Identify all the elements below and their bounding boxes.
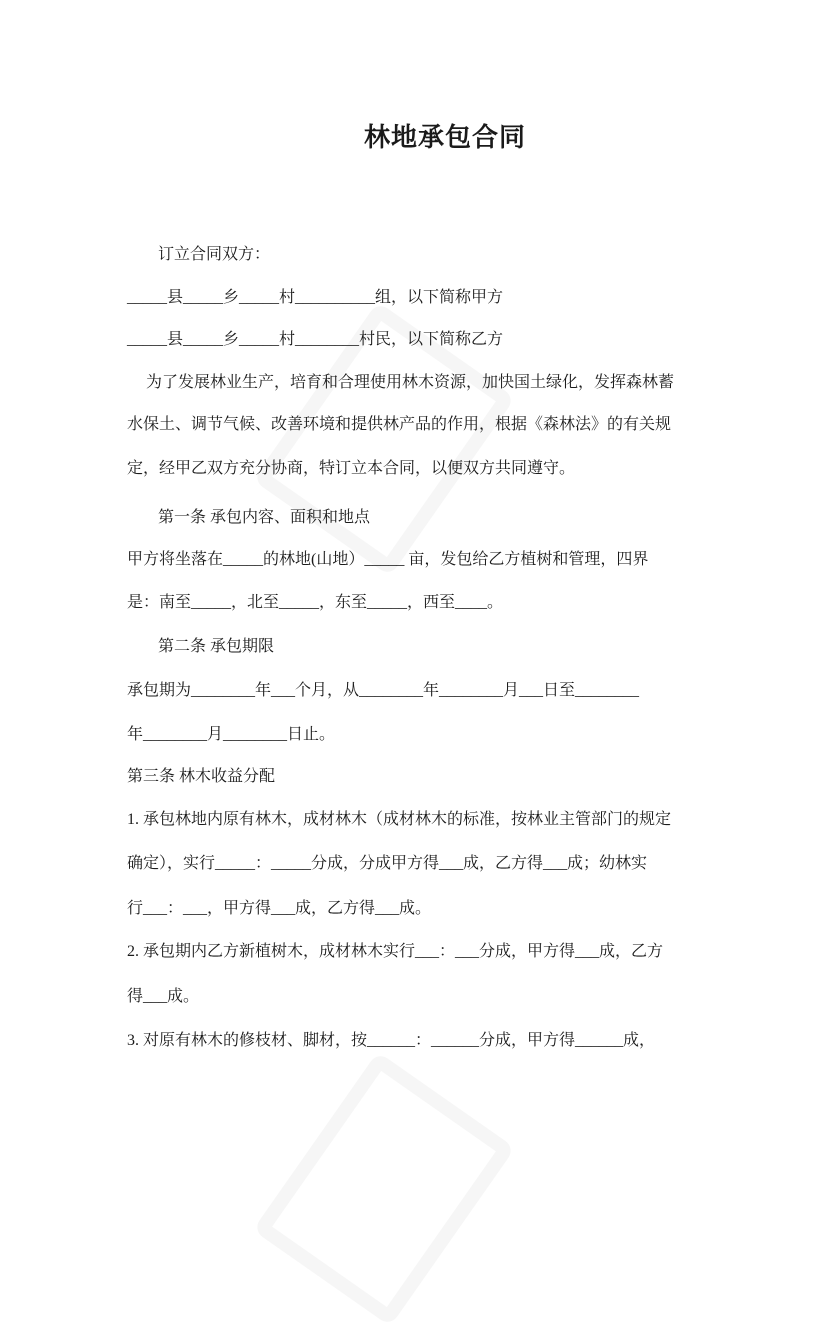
parties-heading: 订立合同双方： xyxy=(158,246,271,263)
preamble-line: 为了发展林业生产，培育和合理使用林木资源，加快国土绿化，发挥森林蓄 xyxy=(146,374,675,391)
article-1-text: 甲方将坐落在_____的林地(山地）_____ 亩，发包给乙方植树和管理，四界 xyxy=(127,551,649,568)
article-1-text: 是：南至_____，北至_____，东至_____，西至____。 xyxy=(127,594,504,611)
article-1-heading: 第一条 承包内容、面积和地点 xyxy=(158,509,371,526)
preamble-line: 定，经甲乙双方充分协商，特订立本合同，以便双方共同遵守。 xyxy=(127,460,576,477)
party-a-line: _____县_____乡_____村__________组，以下简称甲方 xyxy=(127,289,504,306)
article-3-item-1: 确定），实行_____：_____分成，分成甲方得___成，乙方得___成；幼林实 xyxy=(127,855,648,872)
article-3-item-1: 1. 承包林地内原有林木，成材林木（成材林木的标准，按林业主管部门的规定 xyxy=(127,811,672,828)
article-3-item-2: 2. 承包期内乙方新植树木，成材林木实行___：___分成，甲方得___成，乙方 xyxy=(127,943,664,960)
document-title: 林地承包合同 xyxy=(363,123,526,152)
watermark xyxy=(253,1052,516,1326)
article-3-item-3: 3. 对原有林木的修枝材、脚材，按______：______分成，甲方得______成， xyxy=(127,1032,656,1049)
article-3-item-2: 得___成。 xyxy=(127,988,200,1005)
article-3-heading: 第三条 林木收益分配 xyxy=(127,768,276,785)
party-b-line: _____县_____乡_____村________村民，以下简称乙方 xyxy=(127,331,504,348)
article-2-text: 承包期为________年___个月，从________年________月___日至________ xyxy=(127,682,640,699)
article-3-item-1: 行___：___，甲方得___成，乙方得___成。 xyxy=(127,900,432,917)
preamble-line: 水保土、调节气候、改善环境和提供林产品的作用，根据《森林法》的有关规 xyxy=(127,416,672,433)
article-2-heading: 第二条 承包期限 xyxy=(158,638,275,655)
article-2-text: 年________月________日止。 xyxy=(127,726,336,743)
